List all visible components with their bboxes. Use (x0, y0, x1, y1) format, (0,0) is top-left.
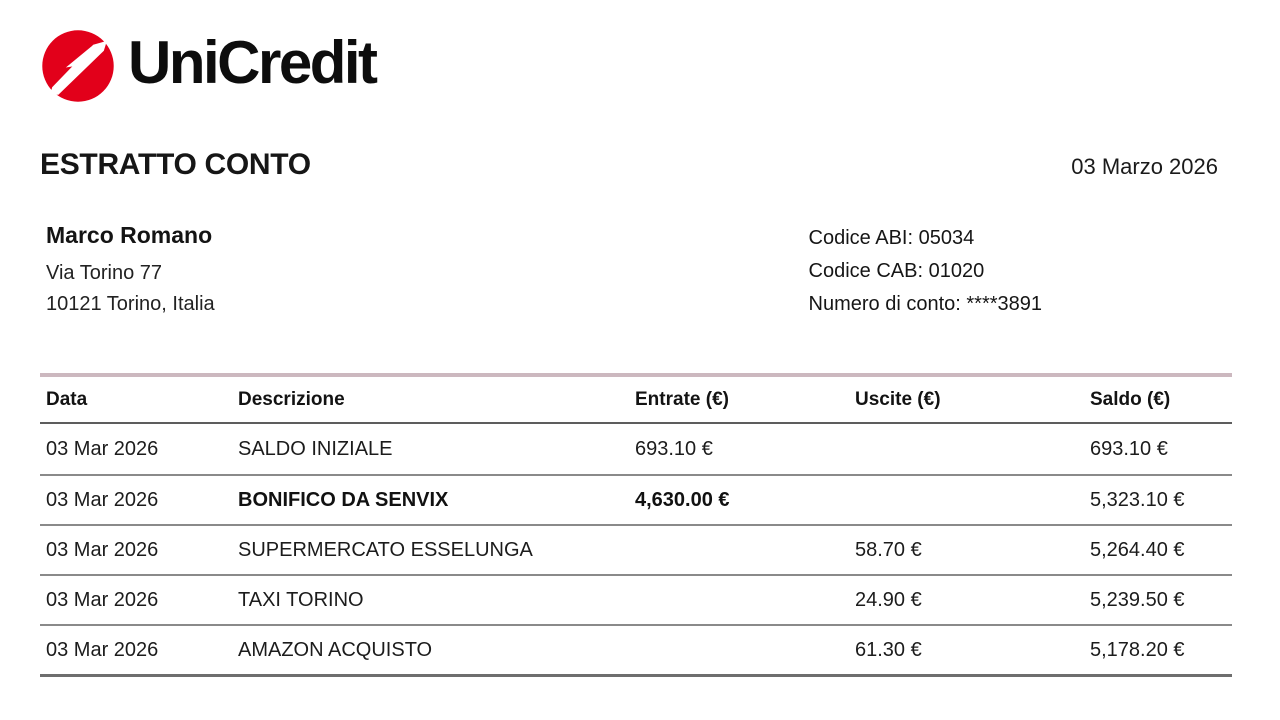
account-holder-name: Marco Romano (46, 222, 213, 248)
col-header-uscite: Uscite (€) (855, 388, 941, 410)
cell-balance: 5,239.50 € (1090, 588, 1185, 611)
transactions-table (40, 373, 1232, 677)
codice-cab-value: 01020 (928, 260, 985, 282)
cell-date: 03 Mar 2026 (46, 538, 159, 561)
codice-abi (809, 222, 1042, 255)
title-row (40, 148, 1232, 182)
statement-date: 03 Marzo 2026 (1071, 154, 1218, 179)
col-header-data: Data (46, 388, 88, 410)
table-row (40, 524, 1232, 574)
col-header-descrizione: Descrizione (238, 388, 345, 410)
cell-date: 03 Mar 2026 (46, 488, 159, 511)
table-row (40, 574, 1232, 624)
brand-header (40, 28, 1280, 104)
account-codes-block (809, 222, 1042, 321)
cell-description: TAXI TORINO (238, 588, 364, 611)
account-info-row (46, 222, 1232, 321)
numero-conto-label: Numero di conto: (808, 293, 961, 315)
col-header-saldo: Saldo (€) (1090, 388, 1171, 410)
codice-abi-value: 05034 (918, 227, 975, 249)
cell-debit: 24.90 € (855, 588, 922, 611)
unicredit-logo-icon (40, 28, 116, 104)
cell-date: 03 Mar 2026 (46, 588, 159, 611)
numero-conto-value: ****3891 (966, 293, 1042, 315)
cell-credit: 693.10 € (635, 437, 713, 460)
table-row (40, 624, 1232, 674)
account-holder-block (46, 222, 215, 321)
cell-description: SUPERMERCATO ESSELUNGA (238, 538, 533, 561)
table-row (40, 474, 1232, 524)
numero-conto (809, 288, 1042, 321)
codice-abi-label: Codice ABI: (808, 227, 914, 249)
cell-debit: 61.30 € (855, 638, 922, 661)
table-body (40, 424, 1232, 677)
cell-description: BONIFICO DA SENVIX (238, 488, 449, 511)
bank-statement-page (0, 28, 1280, 720)
cell-balance: 5,178.20 € (1090, 638, 1185, 661)
cell-date: 03 Mar 2026 (46, 638, 159, 661)
account-holder-address-2: 10121 Torino, Italia (46, 293, 215, 315)
brand-logo-text: UniCredit (128, 29, 376, 96)
account-holder-address-1: Via Torino 77 (46, 262, 163, 284)
cell-balance: 5,323.10 € (1090, 488, 1185, 511)
cell-credit: 4,630.00 € (635, 488, 730, 511)
cell-description: AMAZON ACQUISTO (238, 638, 433, 661)
col-header-entrate: Entrate (€) (635, 388, 729, 410)
cell-date: 03 Mar 2026 (46, 437, 159, 460)
codice-cab (809, 255, 1042, 288)
table-row (40, 424, 1232, 474)
cell-balance: 5,264.40 € (1090, 538, 1185, 561)
page-title: ESTRATTO CONTO (40, 148, 311, 181)
cell-description: SALDO INIZIALE (238, 437, 393, 460)
cell-debit: 58.70 € (855, 538, 922, 561)
table-header-row (40, 377, 1232, 424)
codice-cab-label: Codice CAB: (808, 260, 924, 282)
cell-balance: 693.10 € (1090, 437, 1168, 460)
